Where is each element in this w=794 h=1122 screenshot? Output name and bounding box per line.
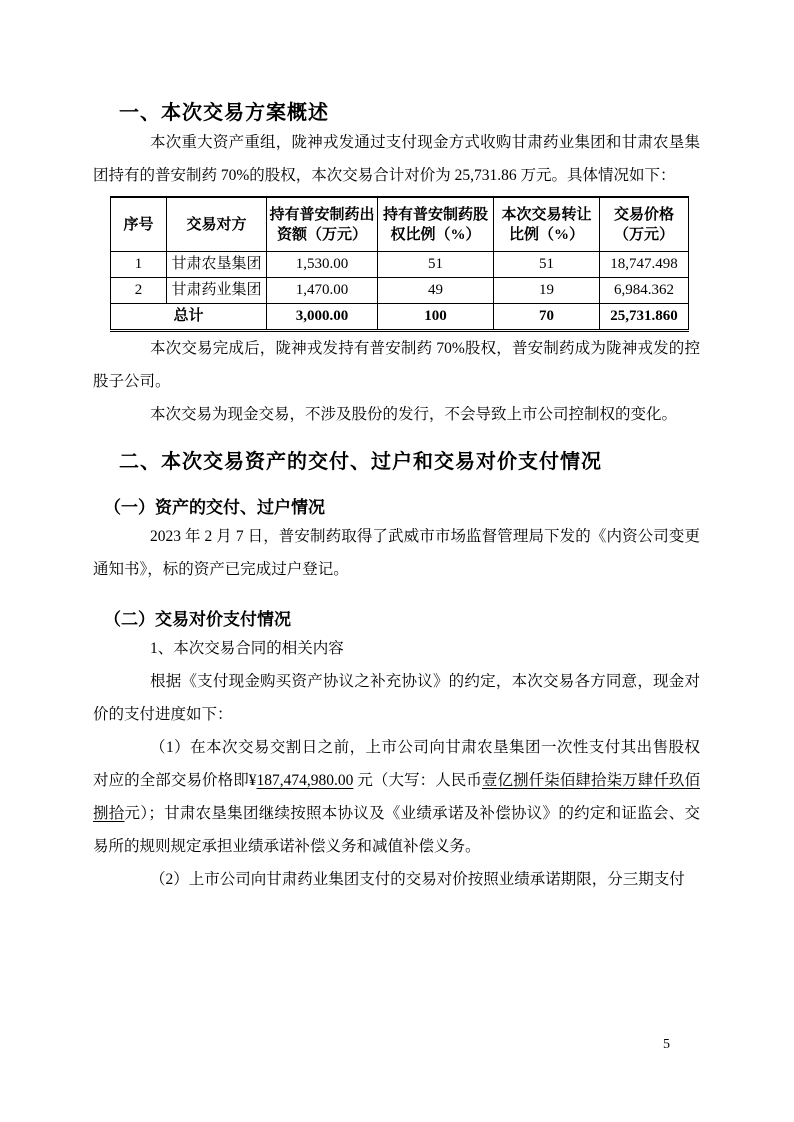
cell-price: 6,984.362 — [600, 278, 689, 304]
payment1-amount-digits: 187,474,980.00 — [256, 772, 354, 789]
table-row — [111, 278, 689, 304]
cell-counterparty: 甘肃农垦集团 — [167, 252, 267, 278]
table-total-row — [111, 304, 689, 331]
section2-sub2-heading: （二）交易对价支付情况 — [104, 610, 291, 629]
table-header-row — [111, 197, 689, 252]
col-header-transfer-pct: 本次交易转让比例（%） — [494, 197, 600, 252]
col-header-price: 交易价格（万元） — [600, 197, 689, 252]
section1-intro-paragraph: 本次重大资产重组，陇神戎发通过支付现金方式收购甘肃药业集团和甘肃农垦集团持有的普安制药 70%的股权，本次交易合计对价为 25,731.86 万元。具体情况如下： — [93, 134, 700, 184]
payment-term-1-paragraph — [93, 731, 700, 863]
cell-equity-pct: 49 — [378, 278, 494, 304]
col-header-counterparty: 交易对方 — [167, 197, 267, 252]
section1-after-table-paragraph1: 本次交易完成后，陇神戎发持有普安制药 70%股权，普安制药成为陇神戎发的控股子公司。 — [93, 340, 700, 390]
payment1-text-mid: 元（大写：人民币 — [353, 772, 482, 789]
document-content — [93, 100, 700, 896]
payment1-amount-words: 壹亿捌仟柒佰肆拾柒万肆仟玖佰捌拾 — [93, 772, 700, 822]
page-number: 5 — [663, 1037, 670, 1052]
total-capital: 3,000.00 — [267, 304, 378, 331]
cell-counterparty: 甘肃药业集团 — [167, 278, 267, 304]
cell-index: 1 — [111, 252, 167, 278]
payment1-text-post: 元）；甘肃农垦集团继续按照本协议及《业绩承诺及补偿协议》的约定和证监会、交易所的规则规定承担业绩承诺补偿义务和减值补偿义务。 — [93, 805, 700, 855]
cell-capital: 1,470.00 — [267, 278, 378, 304]
cell-capital: 1,530.00 — [267, 252, 378, 278]
cell-price: 18,747.498 — [600, 252, 689, 278]
section2-sub1-heading: （一）资产的交付、过户情况 — [104, 498, 325, 517]
cell-transfer-pct: 51 — [494, 252, 600, 278]
total-label: 总计 — [111, 304, 267, 331]
section2-heading: 二、本次交易资产的交付、过户和交易对价支付情况 — [119, 451, 602, 473]
table-row — [111, 252, 689, 278]
payment1-text-pre: （1）在本次交易交割日之前，上市公司向甘肃农垦集团一次性支付其出售股权对应的全部交易价格即¥ — [93, 739, 700, 789]
col-header-equity-pct: 持有普安制药股权比例（%） — [378, 197, 494, 252]
total-transfer-pct: 70 — [494, 304, 600, 331]
payment-term-2-paragraph: （2）上市公司向甘肃药业集团支付的交易对价按照业绩承诺期限，分三期支付 — [150, 871, 685, 888]
section2-sub1-paragraph: 2023 年 2 月 7 日，普安制药取得了武威市市场监督管理局下发的《内资公司变更通知书》，标的资产已完成过户登记。 — [93, 528, 700, 578]
col-header-capital: 持有普安制药出资额（万元） — [267, 197, 378, 252]
payment-schedule-intro: 根据《支付现金购买资产协议之补充协议》的约定，本次交易各方同意，现金对价的支付进度如下： — [93, 673, 700, 723]
total-price: 25,731.860 — [600, 304, 689, 331]
col-header-index: 序号 — [111, 197, 167, 252]
total-equity-pct: 100 — [378, 304, 494, 331]
section1-after-table-paragraph2: 本次交易为现金交易，不涉及股份的发行，不会导致上市公司控制权的变化。 — [150, 406, 678, 423]
transaction-table — [110, 196, 689, 332]
cell-transfer-pct: 19 — [494, 278, 600, 304]
section1-heading: 一、本次交易方案概述 — [119, 102, 329, 124]
cell-index: 2 — [111, 278, 167, 304]
cell-equity-pct: 51 — [378, 252, 494, 278]
contract-content-title: 1、本次交易合同的相关内容 — [150, 640, 344, 657]
